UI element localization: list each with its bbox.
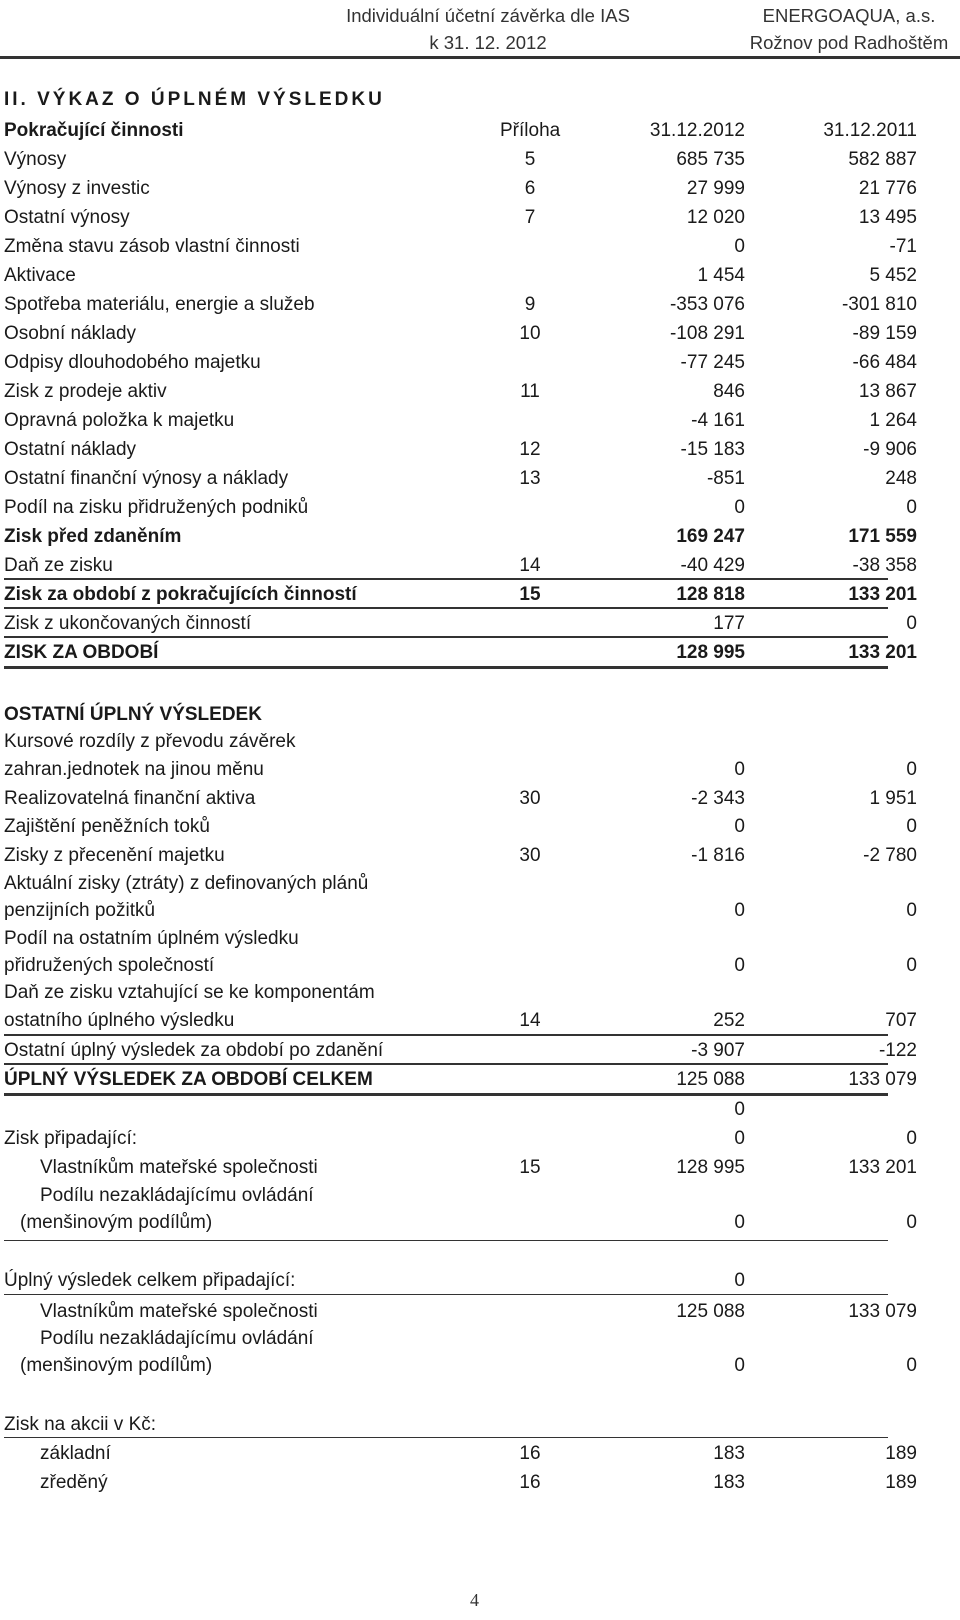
row-label: Realizovatelná finanční aktiva: [4, 788, 256, 809]
row-value-2012: 0: [734, 1355, 745, 1376]
table-row: [0, 1351, 960, 1380]
row-note: 15: [519, 584, 541, 605]
row-value-2012: 0: [734, 236, 745, 257]
row-value-2011: -122: [878, 1040, 917, 1061]
table-row: [0, 319, 960, 348]
row-value-2012: 0: [734, 955, 745, 976]
total-attributable-title-row: [0, 1266, 960, 1295]
row-value-2012: 125 088: [676, 1301, 745, 1322]
row-value-2012: 183: [713, 1472, 745, 1493]
report-title-line1: Individuální účetní závěrka dle IAS: [346, 5, 630, 26]
row-label: Zisk před zdaněním: [4, 526, 182, 547]
row-note: 12: [519, 439, 541, 460]
eps-title-row: [0, 1410, 960, 1439]
row-divider: [4, 1294, 888, 1295]
row-label: Daň ze zisku vztahující se ke komponentám: [4, 982, 375, 1003]
stray-value-row: [0, 1095, 960, 1124]
eps-title: Zisk na akcii v Kč:: [4, 1414, 157, 1435]
row-value-2011: 21 776: [858, 178, 917, 199]
row-label: penzijních požitků: [4, 900, 156, 921]
row-value-2011: 0: [906, 759, 917, 780]
table-row: [0, 290, 960, 319]
table-row: [0, 203, 960, 232]
row-label: Zisk za období z pokračujících činností: [4, 584, 357, 605]
row-note: 7: [524, 207, 536, 228]
row-value-2012: 0: [734, 497, 745, 518]
row-value-2011: -89 159: [852, 323, 917, 344]
table-row-continuing-profit: [0, 580, 960, 609]
row-value-2011: 1 264: [869, 410, 917, 431]
row-label: ZISK ZA OBDOBÍ: [4, 642, 159, 663]
profit-attributable-title-row: [0, 1124, 960, 1153]
row-value-2011: 0: [906, 613, 917, 634]
row-value-2012: 252: [713, 1010, 745, 1031]
company-name-line2: Rožnov pod Radhoštěm: [749, 32, 949, 53]
table-row: [0, 232, 960, 261]
table-row: [0, 261, 960, 290]
row-label: Daň ze zisku: [4, 555, 113, 576]
row-value-2012: -77 245: [680, 352, 745, 373]
row-label: Podíl na zisku přidružených podniků: [4, 497, 309, 518]
row-label: Změna stavu zásob vlastní činnosti: [4, 236, 300, 257]
row-label: (menšinovým podílům): [20, 1355, 213, 1376]
oci-title: OSTATNÍ ÚPLNÝ VÝSLEDEK: [4, 704, 262, 725]
table-row: [0, 145, 960, 174]
row-value-2012: -108 291: [669, 323, 745, 344]
row-value-2011: 189: [885, 1443, 917, 1464]
table-row: [0, 1468, 960, 1497]
row-label: Podílu nezakládajícímu ovládání: [40, 1328, 314, 1349]
row-value-2011: 133 079: [848, 1069, 917, 1090]
table-row: [0, 727, 960, 756]
row-value-2012: 169 247: [676, 526, 745, 547]
row-value-2011: -71: [889, 236, 917, 257]
row-value-2011: 171 559: [848, 526, 917, 547]
stray-zero: 0: [734, 1099, 745, 1120]
row-note: 10: [519, 323, 541, 344]
table-row-total-comprehensive-income: [0, 1065, 960, 1094]
row-value-2012: 125 088: [676, 1069, 745, 1090]
row-value-2011: -66 484: [852, 352, 917, 373]
table-row: [0, 551, 960, 580]
row-divider: [4, 1240, 888, 1241]
row-value-2012: -15 183: [680, 439, 745, 460]
table-row: [0, 951, 960, 980]
row-label: Odpisy dlouhodobého majetku: [4, 352, 261, 373]
table-row: [0, 1439, 960, 1468]
table-row: [0, 1297, 960, 1326]
table-row: [0, 174, 960, 203]
row-note: 11: [520, 381, 540, 402]
row-note: 16: [519, 1443, 541, 1464]
row-value-2012: 685 735: [676, 149, 745, 170]
row-value-2011: 582 887: [848, 149, 917, 170]
table-row-oci-after-tax: [0, 1036, 960, 1065]
row-note: 9: [524, 294, 536, 315]
row-label: Zisk z prodeje aktiv: [4, 381, 167, 402]
row-value-2011: 5 452: [869, 265, 917, 286]
page-number: 4: [470, 1590, 479, 1610]
row-divider: [4, 1437, 888, 1438]
row-label: Osobní náklady: [4, 323, 137, 344]
row-note: 14: [519, 555, 541, 576]
row-value-2012: 0: [734, 1270, 745, 1291]
row-note: 30: [519, 788, 541, 809]
row-label: zředěný: [40, 1472, 108, 1493]
row-value-2011: 13 495: [858, 207, 917, 228]
table-row: [0, 464, 960, 493]
table-row: [0, 406, 960, 435]
table-row: [0, 435, 960, 464]
row-label: přidružených společností: [4, 955, 215, 976]
table-row: [0, 1324, 960, 1353]
row-value-2012: -2 343: [691, 788, 745, 809]
row-value-2012: -4 161: [691, 410, 745, 431]
row-value-2012: -851: [706, 468, 745, 489]
table-row: [0, 609, 960, 638]
row-value-2012: -1 816: [691, 845, 745, 866]
row-note: 15: [519, 1157, 541, 1178]
row-value-2011: -301 810: [841, 294, 917, 315]
table-row-profit-for-period: [0, 638, 960, 667]
table-row: [0, 493, 960, 522]
row-value-2011: -2 780: [863, 845, 917, 866]
report-title-line2: k 31. 12. 2012: [429, 32, 547, 53]
table-row: [0, 1181, 960, 1210]
row-label: Aktivace: [4, 265, 76, 286]
row-label: Opravná položka k majetku: [4, 410, 235, 431]
row-note: 30: [519, 845, 541, 866]
row-note: 13: [519, 468, 541, 489]
row-label: Ostatní náklady: [4, 439, 137, 460]
row-value-2012: 27 999: [686, 178, 745, 199]
row-label: Vlastníkům mateřské společnosti: [40, 1301, 318, 1322]
section-title: II. VÝKAZ O ÚPLNÉM VÝSLEDKU: [4, 89, 385, 110]
row-value-2012: 12 020: [686, 207, 745, 228]
table-row: [0, 841, 960, 870]
total-rule: [4, 666, 888, 669]
column-header-row: [0, 116, 960, 145]
row-value-2012: -353 076: [669, 294, 745, 315]
row-label: Výnosy z investic: [4, 178, 150, 199]
table-row: [0, 1006, 960, 1035]
column-header-label: Pokračující činnosti: [4, 120, 184, 141]
row-label: ÚPLNÝ VÝSLEDEK ZA OBDOBÍ CELKEM: [4, 1069, 373, 1090]
row-label: Zajištění peněžních toků: [4, 816, 210, 837]
row-value-2011: 248: [885, 468, 917, 489]
row-value-2011: -9 906: [863, 439, 917, 460]
row-label: Ostatní finanční výnosy a náklady: [4, 468, 289, 489]
table-row: [0, 1208, 960, 1237]
row-label: základní: [40, 1443, 111, 1464]
row-value-2011: 0: [906, 1128, 917, 1149]
row-label: Spotřeba materiálu, energie a služeb: [4, 294, 315, 315]
row-value-2011: 133 201: [848, 642, 917, 663]
row-value-2011: 133 201: [848, 584, 917, 605]
row-value-2012: 0: [734, 900, 745, 921]
row-label: Podíl na ostatním úplném výsledku: [4, 928, 299, 949]
row-label: ostatního úplného výsledku: [4, 1010, 235, 1031]
row-label: Aktuální zisky (ztráty) z definovaných plánů: [4, 873, 369, 894]
row-value-2012: 128 818: [676, 584, 745, 605]
table-row: [0, 896, 960, 925]
row-label: Ostatní výnosy: [4, 207, 130, 228]
row-value-2011: 0: [906, 1355, 917, 1376]
row-value-2012: 128 995: [676, 642, 745, 663]
table-row: [0, 924, 960, 953]
row-label: Zisk připadající:: [4, 1128, 138, 1149]
row-note: 5: [524, 149, 536, 170]
row-value-2011: 707: [885, 1010, 917, 1031]
row-value-2012: 177: [713, 613, 745, 634]
row-label: Vlastníkům mateřské společnosti: [40, 1157, 318, 1178]
column-header-note: Příloha: [500, 120, 561, 141]
row-value-2011: 0: [906, 816, 917, 837]
row-value-2011: 0: [906, 955, 917, 976]
row-value-2012: 846: [713, 381, 745, 402]
row-value-2011: 0: [906, 1212, 917, 1233]
row-value-2011: -38 358: [852, 555, 917, 576]
row-label: Ostatní úplný výsledek za období po zdanění: [4, 1040, 384, 1061]
row-label: Výnosy: [4, 149, 67, 170]
row-value-2011: 13 867: [858, 381, 917, 402]
table-row: [0, 978, 960, 1007]
row-label: Zisk z ukončovaných činností: [4, 613, 252, 634]
row-value-2012: 0: [734, 759, 745, 780]
row-label: (menšinovým podílům): [20, 1212, 213, 1233]
header-rule: [0, 56, 960, 59]
company-name-line1: ENERGOAQUA, a.s.: [762, 5, 936, 26]
row-label: Kursové rozdíly z převodu závěrek: [4, 731, 296, 752]
row-value-2012: 128 995: [676, 1157, 745, 1178]
row-label: Úplný výsledek celkem připadající:: [4, 1270, 296, 1291]
row-value-2012: -3 907: [691, 1040, 745, 1061]
column-header-2011: 31.12.2011: [823, 120, 917, 141]
table-row: [0, 869, 960, 898]
row-value-2011: 133 079: [848, 1301, 917, 1322]
row-value-2012: -40 429: [680, 555, 745, 576]
row-value-2012: 0: [734, 1212, 745, 1233]
row-value-2011: 0: [906, 900, 917, 921]
row-label: Podílu nezakládajícímu ovládání: [40, 1185, 314, 1206]
table-row: [0, 784, 960, 813]
row-label: zahran.jednotek na jinou měnu: [4, 759, 264, 780]
report-title: [323, 2, 653, 56]
table-row: [0, 348, 960, 377]
table-row: [0, 755, 960, 784]
table-row-profit-before-tax: [0, 522, 960, 551]
row-value-2012: 1 454: [697, 265, 745, 286]
row-value-2012: 183: [713, 1443, 745, 1464]
table-row: [0, 812, 960, 841]
row-value-2011: 133 201: [848, 1157, 917, 1178]
row-note: 6: [524, 178, 536, 199]
table-row: [0, 1153, 960, 1182]
row-value-2011: 189: [885, 1472, 917, 1493]
company-name: [738, 2, 960, 56]
row-note: 14: [519, 1010, 541, 1031]
row-value-2012: 0: [734, 816, 745, 837]
row-value-2011: 1 951: [869, 788, 917, 809]
table-row: [0, 377, 960, 406]
row-label: Zisky z přecenění majetku: [4, 845, 225, 866]
row-value-2012: 0: [734, 1128, 745, 1149]
column-header-2012: 31.12.2012: [649, 120, 745, 141]
oci-title-row: [0, 700, 960, 729]
row-value-2011: 0: [906, 497, 917, 518]
row-note: 16: [519, 1472, 541, 1493]
